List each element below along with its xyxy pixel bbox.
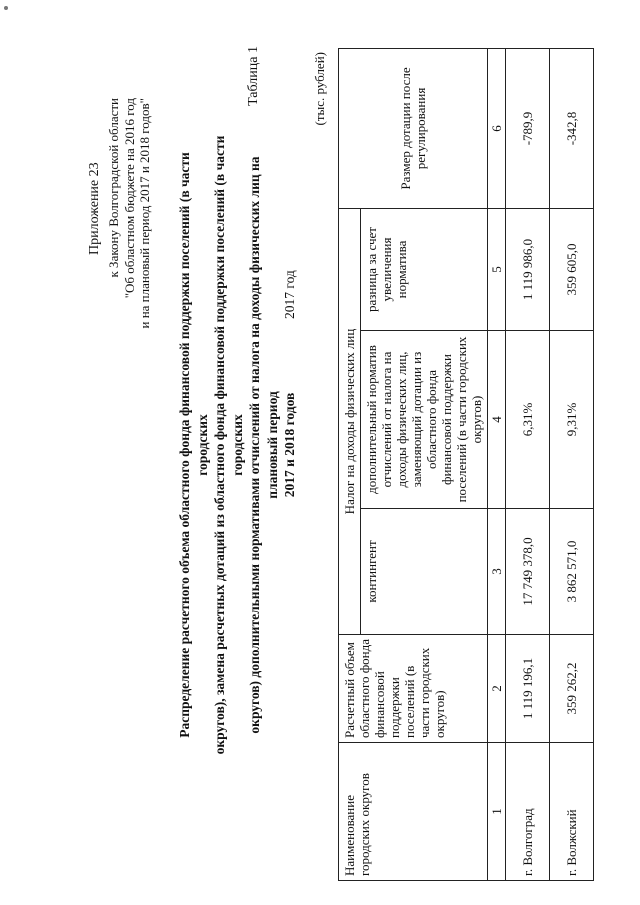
cell-contingent: 17 749 378,0 bbox=[506, 509, 550, 635]
cell-difference: 359 605,0 bbox=[550, 208, 594, 330]
cell-additional-norm: 9,31% bbox=[550, 331, 594, 509]
appendix-number: Приложение 23 bbox=[87, 162, 102, 255]
column-number-row bbox=[488, 48, 506, 880]
cell-fund-volume: 359 262,2 bbox=[550, 635, 594, 743]
header-income-tax-group: Налог на доходы физических лиц bbox=[339, 208, 361, 634]
title-line: 2017 и 2018 годов bbox=[282, 392, 297, 498]
law-reference-line: и на плановый период 2017 и 2018 годов" bbox=[137, 98, 152, 329]
column-number: 3 bbox=[488, 509, 506, 635]
cell-dotation-size: -342,8 bbox=[550, 48, 594, 208]
table-row bbox=[506, 48, 550, 880]
cell-municipality: г. Волжский bbox=[550, 743, 594, 881]
document-title bbox=[176, 135, 299, 755]
column-number: 1 bbox=[488, 743, 506, 881]
units-label: (тыс. рублей) bbox=[312, 52, 327, 126]
cell-municipality: г. Волгоград bbox=[506, 743, 550, 881]
column-number: 5 bbox=[488, 208, 506, 330]
law-reference-line: "Об областном бюджете на 2016 год bbox=[121, 98, 137, 299]
header-fund-volume: Расчетный объем областного фонда финансовой поддержки поселений (в части городских округов) bbox=[339, 635, 488, 743]
cell-contingent: 3 862 571,0 bbox=[550, 509, 594, 635]
cell-fund-volume: 1 119 196,1 bbox=[506, 635, 550, 743]
column-number: 6 bbox=[488, 48, 506, 208]
law-reference bbox=[106, 98, 153, 329]
table-row bbox=[550, 48, 594, 880]
table-header-row bbox=[339, 48, 361, 880]
title-line: округов) дополнительными нормативами отчислений от налога на доходы физических лиц на плановый период bbox=[247, 156, 280, 734]
header-difference: разница за счет увеличения норматива bbox=[361, 208, 488, 330]
header-additional-norm: дополнительный норматив отчислений от налога на доходы физических лиц, заменяющий дотации из областного фонда финансовой поддержки поселений (в части городских округов) bbox=[361, 331, 488, 509]
header-contingent: контингент bbox=[361, 509, 488, 635]
year-label: 2017 год bbox=[282, 270, 297, 319]
cell-difference: 1 119 986,0 bbox=[506, 208, 550, 330]
header-dotation-size: Размер дотации после регулирования bbox=[339, 48, 488, 208]
column-number: 2 bbox=[488, 635, 506, 743]
scan-mark bbox=[4, 6, 8, 10]
header-municipality: Наименование городских округов bbox=[339, 743, 488, 881]
cell-dotation-size: -789,9 bbox=[506, 48, 550, 208]
law-reference-line: к Закону Волгоградской области bbox=[106, 98, 121, 278]
title-line: округов), замена расчетных дотаций из областного фонда финансовой поддержки поселений (в части городских bbox=[212, 135, 245, 755]
column-number: 4 bbox=[488, 331, 506, 509]
table-label: Таблица 1 bbox=[246, 46, 261, 106]
title-line: Распределение расчетного объема областного фонда финансовой поддержки поселений (в части городских bbox=[177, 152, 210, 738]
distribution-table bbox=[338, 48, 594, 881]
cell-additional-norm: 6,31% bbox=[506, 331, 550, 509]
